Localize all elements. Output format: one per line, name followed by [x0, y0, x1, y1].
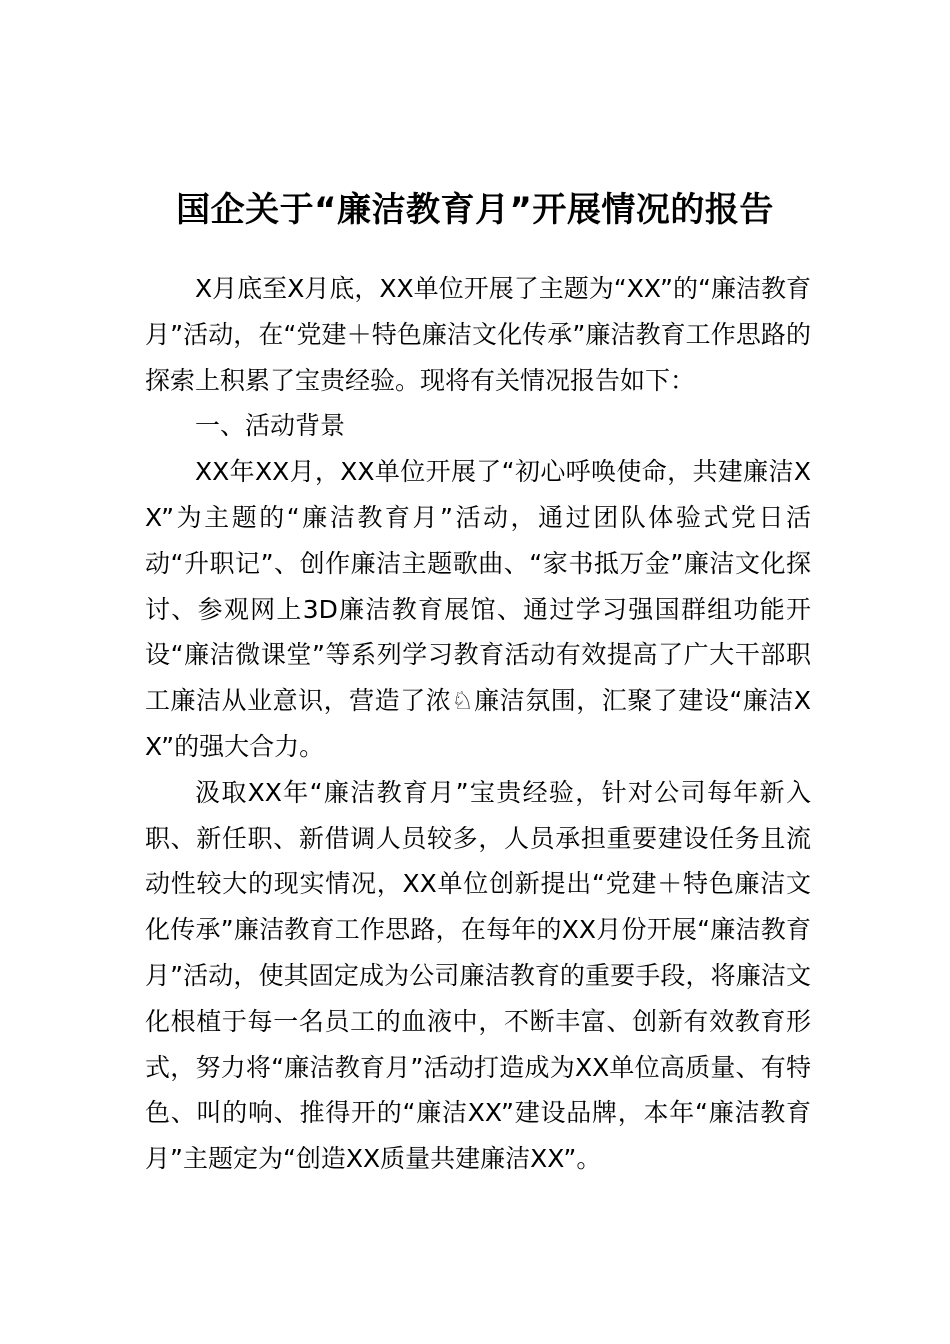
document-title: 国企关于“廉洁教育月”开展情况的报告	[176, 190, 774, 230]
intro-paragraph: X月底至X月底，XX单位开展了主题为“XX”的“廉洁教育月”活动，在“党建＋特色廉洁文化传承”廉洁教育工作思路的探索上积累了宝贵经验。现将有关情况报告如下：	[145, 274, 811, 395]
section-heading-background: 一、活动背景	[195, 411, 346, 441]
background-paragraph-1: XX年XX月，XX单位开展了“初心呼唤使命，共建廉洁XX”为主题的“廉洁教育月”活动，通过团队体验式党日活动“升职记”、创作廉洁主题歌曲、“家书抵万金”廉洁文化探讨、参观网上3D廉洁教育展馆、通过学习强国群组功能开设“廉洁微课堂”等系列学习教育活动有效提高了广大干部职工廉洁从业意识，营造了浓♘廉洁氛围，汇聚了建设“廉洁XX”的强大合力。	[145, 457, 811, 761]
document-body	[145, 266, 811, 1182]
background-paragraph-2: 汲取XX年“廉洁教育月”宝贵经验，针对公司每年新入职、新任职、新借调人员较多，人员承担重要建设任务且流动性较大的现实情况，XX单位创新提出“党建＋特色廉洁文化传承”廉洁教育工作思路，在每年的XX月份开展“廉洁教育月”活动，使其固定成为公司廉洁教育的重要手段，将廉洁文化根植于每一名员工的血液中，不断丰富、创新有效教育形式，努力将“廉洁教育月”活动打造成为XX单位高质量、有特色、叫的响、推得开的“廉洁XX”建设品牌，本年“廉洁教育月”主题定为“创造XX质量共建廉洁XX”。	[145, 777, 811, 1174]
